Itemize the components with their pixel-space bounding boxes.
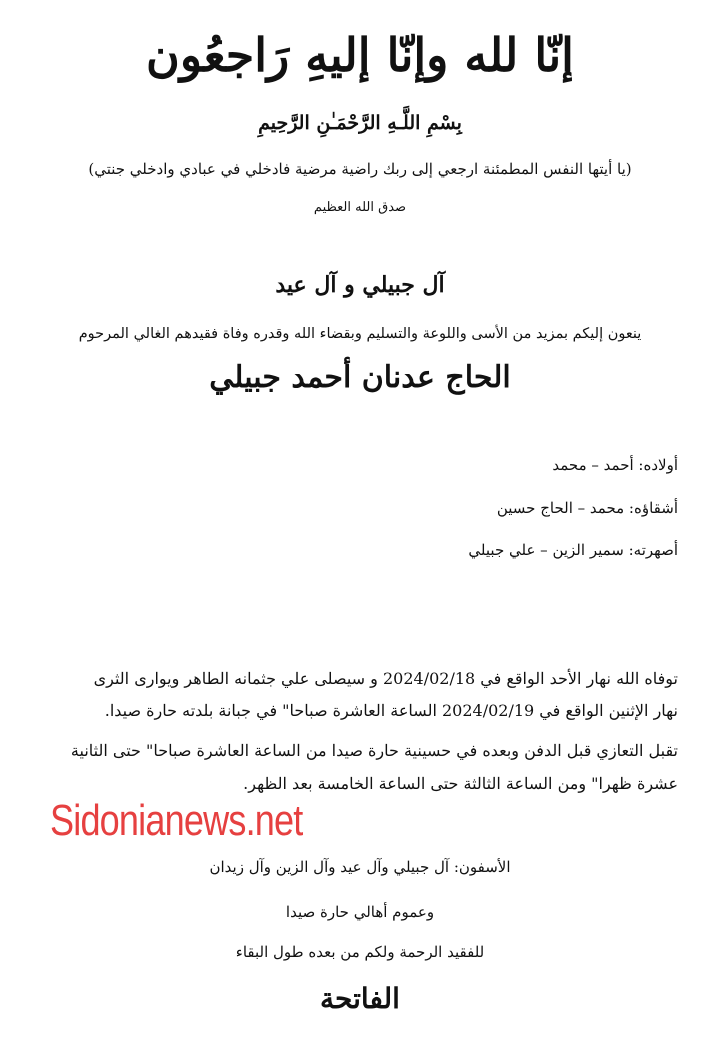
quran-verse: (يا أيتها النفس المطمئنة ارجعي إلى ربك راضية مرضية فادخلي في عبادي وادخلي جنتي) (88, 160, 632, 178)
brothers-line: أشقاؤه: محمد – الحاج حسين (496, 499, 678, 517)
in-laws-line: أصهرته: سمير الزين – علي جبيلي (468, 541, 678, 559)
deceased-name: الحاج عدنان أحمد جبيلي (209, 360, 511, 395)
watermark: Sidonianews.net (50, 796, 303, 845)
funeral-paragraph-line-1: توفاه الله نهار الأحد الواقع في 2024/02/18 و سيصلى علي جثمانه الطاهر ويوارى الثرى (93, 669, 678, 688)
condolence-phrase: للفقيد الرحمة ولكم من بعده طول البقاء (235, 943, 485, 961)
announcement-text: ينعون إليكم بمزيد من الأسى واللوعة والتسليم وبقضاء الله وقدره وفاة فقيدهم الغالي المرحوم (78, 326, 642, 342)
mourners-line: الأسفون: آل جبيلي وآل عيد وآل الزين وآل زيدان (209, 858, 511, 876)
verse-closing: صدق الله العظيم (313, 200, 407, 215)
condolences-paragraph-line-2: عشرة ظهرا" ومن الساعة الثالثة حتى الساعة الخامسة بعد الظهر. (243, 774, 678, 793)
basmala: بِسْمِ اللَّـهِ الرَّحْمَـٰنِ الرَّحِيمِ (258, 112, 462, 134)
mourning-families: آل جبيلي و آل عيد (275, 272, 445, 298)
closing-fatiha: الفاتحة (320, 982, 400, 1015)
header-title: إنّا لله وإنّا إليهِ رَاجعُون (146, 28, 574, 82)
condolences-paragraph-line-1: تقبل التعازي قبل الدفن وبعده في حسينية حارة صيدا من الساعة العاشرة صباحا" حتى الثانية (70, 741, 678, 760)
sons-line: أولاده: أحمد – محمد (552, 456, 678, 474)
residents-line: وعموم أهالي حارة صيدا (285, 903, 435, 921)
funeral-paragraph-line-2: نهار الإثنين الواقع في 2024/02/19 الساعة العاشرة صباحا" في جبانة بلدته حارة صيدا. (104, 701, 678, 720)
